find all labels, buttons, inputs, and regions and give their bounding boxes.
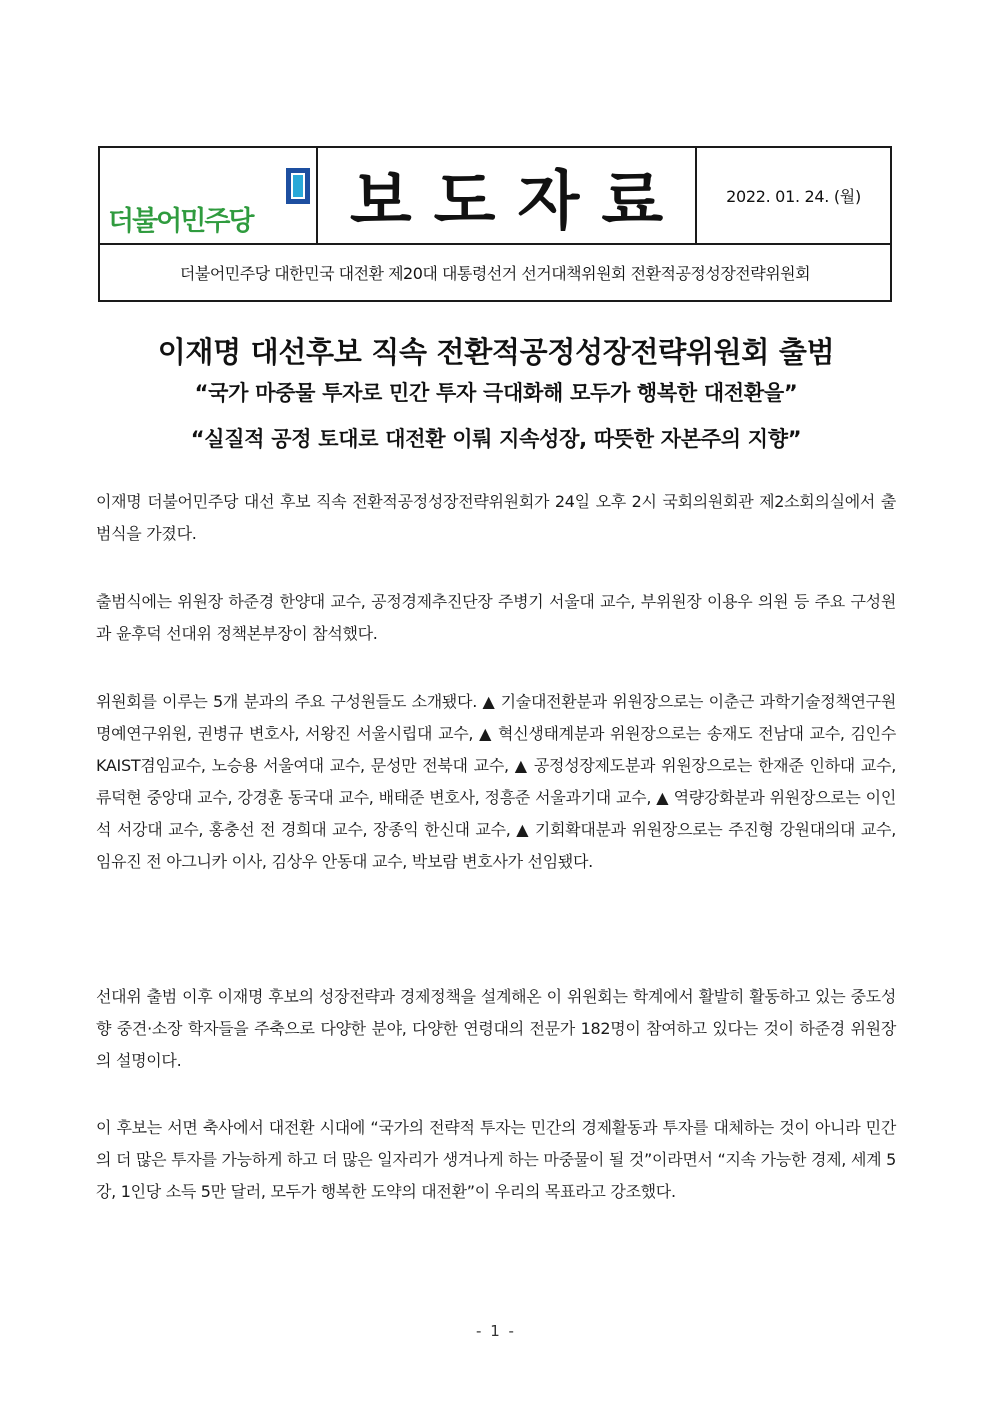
organization-cell	[100, 245, 890, 300]
document-title: 보도자료	[349, 164, 686, 239]
body-paragraph: 위원회를 이루는 5개 분과의 주요 구성원들도 소개됐다. ▲ 기술대전환분과 위원장으로는 이춘근 과학기술정책연구원 명예연구위원, 권병규 변호사, 서왕진 서울시립대 교수, ▲ 혁신생태계분과 위원장으로는 송재도 전남대 교수, 김인수 KAIST겸임교수, 노승용 서울여대 교수, 문성만 전북대 교수, ▲ 공정성장제도분과 위원장으로는 한재준 인하대 교수, 류덕현 중앙대 교수, 강경훈 동국대 교수, 배태준 변호사, 정흥준 서울과기대 교수, ▲ 역량강화분과 위원장으로는 이인석 서강대 교수, 홍충선 전 경희대 교수, 장종익 한신대 교수, ▲ 기회확대분과 위원장으로는 주진형 강원대의대 교수, 임유진 전 아그니카 이사, 김상우 안동대 교수, 박보람 변호사가 선임됐다.	[96, 692, 896, 871]
organization-name: 더불어민주당 대한민국 대전환 제20대 대통령선거 선거대책위원회 전환적공정성장전략위원회	[179, 264, 811, 283]
party-logo-text: 더불어민주당	[108, 206, 253, 237]
body-paragraph: 출범식에는 위원장 하준경 한양대 교수, 공정경제추진단장 주병기 서울대 교수, 부위원장 이용우 의원 등 주요 구성원과 윤후덕 선대위 정책본부장이 참석했다.	[96, 592, 896, 643]
body-paragraph: 선대위 출범 이후 이재명 후보의 성장전략과 경제정책을 설계해온 이 위원회는 학계에서 활발히 활동하고 있는 중도성향 중견·소장 학자들을 주축으로 다양한 분야, 다양한 연령대의 전문가 182명이 참여하고 있다는 것이 하준경 위원장의 설명이다.	[96, 987, 896, 1070]
title-cell	[318, 148, 697, 243]
body-paragraph: 이 후보는 서면 축사에서 대전환 시대에 “국가의 전략적 투자는 민간의 경제활동과 투자를 대체하는 것이 아니라 민간의 더 많은 투자를 가능하게 하고 더 많은 일자리가 생겨나게 하는 마중물이 될 것”이라면서 “지속 가능한 경제, 세계 5강, 1인당 소득 5만 달러, 모두가 행복한 도약의 대전환”이 우리의 목표라고 강조했다.	[96, 1118, 896, 1201]
headline-title: 이재명 대선후보 직속 전환적공정성장전략위원회 출범	[157, 335, 835, 369]
header-top-row	[100, 148, 890, 245]
release-date: 2022. 01. 24. (월)	[726, 187, 861, 206]
headline-subtitle-2: “실질적 공정 토대로 대전환 이뤄 지속성장, 따뜻한 자본주의 지향”	[190, 427, 802, 451]
body-paragraph: 이재명 더불어민주당 대선 후보 직속 전환적공정성장전략위원회가 24일 오후 2시 국회의원회관 제2소회의실에서 출범식을 가졌다.	[96, 492, 896, 543]
date-cell	[697, 148, 890, 243]
page-number: - 1 -	[476, 1322, 516, 1340]
press-release-header	[98, 146, 892, 302]
party-logo-icon	[284, 168, 312, 206]
party-logo-cell	[100, 148, 318, 243]
headline-subtitle-1: “국가 마중물 투자로 민간 투자 극대화해 모두가 행복한 대전환을”	[194, 381, 798, 405]
